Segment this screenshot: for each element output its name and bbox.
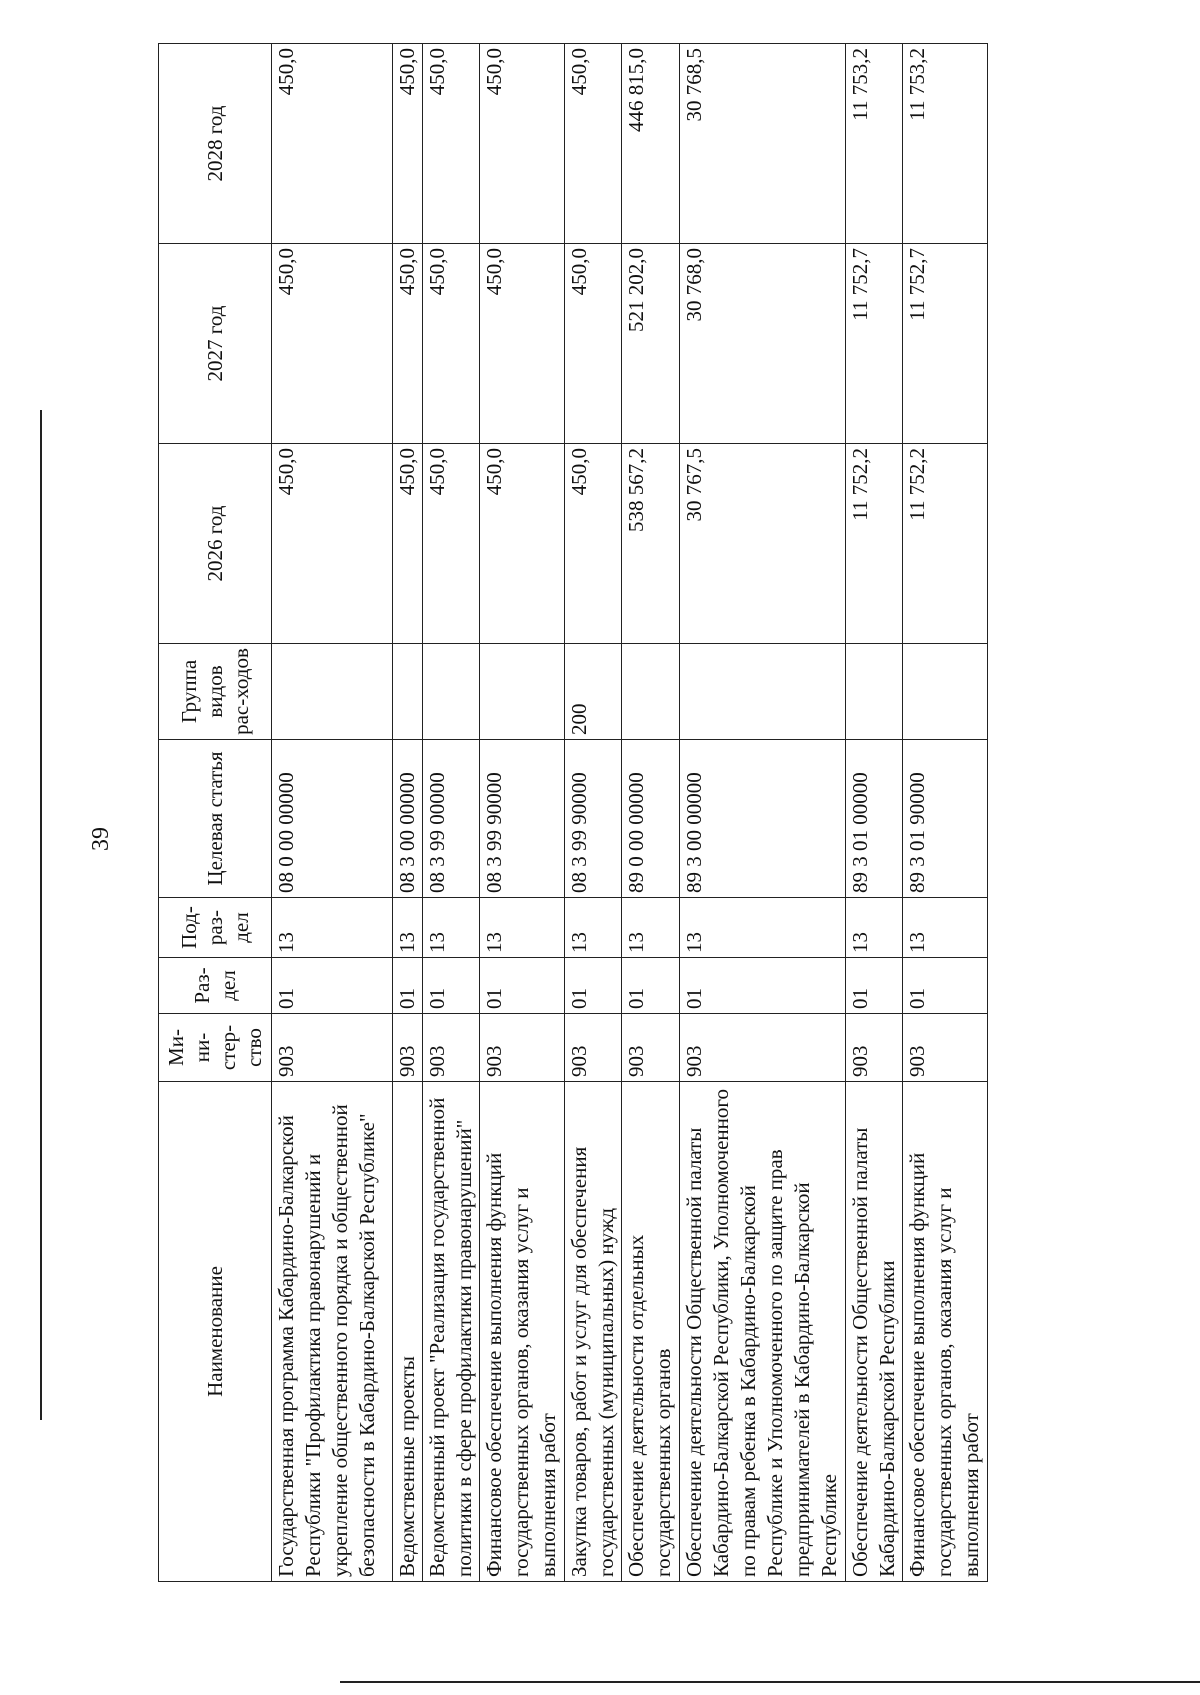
row-section: 01 bbox=[903, 958, 988, 1014]
row-name: Обеспечение деятельности Общественной палаты Кабардино-Балкарской Республики bbox=[845, 1082, 902, 1582]
row-target-article: 89 3 01 90000 bbox=[903, 740, 988, 898]
row-value-2026: 450,0 bbox=[565, 444, 622, 644]
row-section: 01 bbox=[679, 958, 845, 1014]
row-ministry: 903 bbox=[565, 1014, 622, 1082]
row-value-2027: 11 752,7 bbox=[845, 244, 902, 444]
row-name: Финансовое обеспечение выполнения функций государственных органов, оказания услуг и выполнения работ bbox=[480, 1082, 565, 1582]
row-target-article: 89 3 01 00000 bbox=[845, 740, 902, 898]
row-subsection: 13 bbox=[565, 898, 622, 958]
row-ministry: 903 bbox=[392, 1014, 422, 1082]
table-row bbox=[622, 44, 679, 1582]
header-year-2027: 2027 год bbox=[159, 244, 272, 444]
table-row bbox=[903, 44, 988, 1582]
row-expense-group bbox=[679, 644, 845, 740]
table-row bbox=[845, 44, 902, 1582]
row-ministry: 903 bbox=[679, 1014, 845, 1082]
row-name: Государственная программа Кабардино-Балкарской Республики "Профилактика правонарушений и укрепление общественного порядка и общественной безопасности в Кабардино-Балкарской Республике" bbox=[272, 1082, 393, 1582]
row-ministry: 903 bbox=[272, 1014, 393, 1082]
row-expense-group: 200 bbox=[565, 644, 622, 740]
row-value-2028: 11 753,2 bbox=[903, 44, 988, 244]
row-target-article: 08 3 99 00000 bbox=[423, 740, 480, 898]
row-value-2027: 450,0 bbox=[480, 244, 565, 444]
rotated-page-content bbox=[158, 44, 988, 1582]
table-row bbox=[423, 44, 480, 1582]
row-expense-group bbox=[903, 644, 988, 740]
row-name: Обеспечение деятельности отдельных государственных органов bbox=[622, 1082, 679, 1582]
row-section: 01 bbox=[565, 958, 622, 1014]
header-target-article: Целевая статья bbox=[159, 740, 272, 898]
page-number: 39 bbox=[88, 827, 114, 851]
row-subsection: 13 bbox=[392, 898, 422, 958]
row-target-article: 08 3 00 00000 bbox=[392, 740, 422, 898]
row-name: Ведомственный проект "Реализация государственной политики в сфере профилактики правонарушений" bbox=[423, 1082, 480, 1582]
row-section: 01 bbox=[622, 958, 679, 1014]
row-value-2027: 450,0 bbox=[423, 244, 480, 444]
row-value-2028: 30 768,5 bbox=[679, 44, 845, 244]
row-value-2027: 450,0 bbox=[392, 244, 422, 444]
budget-table bbox=[158, 43, 988, 1582]
row-value-2027: 30 768,0 bbox=[679, 244, 845, 444]
row-target-article: 89 0 00 00000 bbox=[622, 740, 679, 898]
row-value-2028: 450,0 bbox=[565, 44, 622, 244]
table-row bbox=[565, 44, 622, 1582]
row-value-2028: 11 753,2 bbox=[845, 44, 902, 244]
row-value-2026: 450,0 bbox=[272, 444, 393, 644]
row-target-article: 89 3 00 00000 bbox=[679, 740, 845, 898]
row-value-2026: 450,0 bbox=[480, 444, 565, 644]
table-row bbox=[392, 44, 422, 1582]
row-expense-group bbox=[272, 644, 393, 740]
row-subsection: 13 bbox=[423, 898, 480, 958]
header-name: Наименование bbox=[159, 1082, 272, 1582]
row-ministry: 903 bbox=[423, 1014, 480, 1082]
header-section: Раз-дел bbox=[159, 958, 272, 1014]
header-expense-group: Группа видов рас-ходов bbox=[159, 644, 272, 740]
table-header-row bbox=[159, 44, 272, 1582]
table-row bbox=[480, 44, 565, 1582]
header-year-2028: 2028 год bbox=[159, 44, 272, 244]
row-value-2028: 446 815,0 bbox=[622, 44, 679, 244]
row-expense-group bbox=[392, 644, 422, 740]
row-subsection: 13 bbox=[480, 898, 565, 958]
row-value-2028: 450,0 bbox=[272, 44, 393, 244]
row-value-2027: 11 752,7 bbox=[903, 244, 988, 444]
header-ministry: Ми-ни-стер-ство bbox=[159, 1014, 272, 1082]
row-target-article: 08 0 00 00000 bbox=[272, 740, 393, 898]
scan-edge-line-bottom bbox=[340, 1681, 1200, 1683]
row-section: 01 bbox=[392, 958, 422, 1014]
table-row bbox=[272, 44, 393, 1582]
row-ministry: 903 bbox=[480, 1014, 565, 1082]
table-row bbox=[679, 44, 845, 1582]
row-target-article: 08 3 99 90000 bbox=[480, 740, 565, 898]
row-value-2028: 450,0 bbox=[480, 44, 565, 244]
row-value-2026: 450,0 bbox=[423, 444, 480, 644]
row-name: Ведомственные проекты bbox=[392, 1082, 422, 1582]
row-subsection: 13 bbox=[622, 898, 679, 958]
row-name: Обеспечение деятельности Общественной палаты Кабардино-Балкарской Республики, Уполномоченного по правам ребенка в Кабардино-Балкарской Республике и Уполномоченного по защите прав предпринимателей в Кабардино-Балкарской Республике bbox=[679, 1082, 845, 1582]
row-value-2027: 450,0 bbox=[272, 244, 393, 444]
row-value-2028: 450,0 bbox=[392, 44, 422, 244]
row-subsection: 13 bbox=[679, 898, 845, 958]
row-section: 01 bbox=[272, 958, 393, 1014]
row-value-2026: 538 567,2 bbox=[622, 444, 679, 644]
row-value-2028: 450,0 bbox=[423, 44, 480, 244]
row-target-article: 08 3 99 90000 bbox=[565, 740, 622, 898]
row-value-2026: 11 752,2 bbox=[845, 444, 902, 644]
header-year-2026: 2026 год bbox=[159, 444, 272, 644]
row-subsection: 13 bbox=[272, 898, 393, 958]
row-name: Финансовое обеспечение выполнения функций государственных органов, оказания услуг и выполнения работ bbox=[903, 1082, 988, 1582]
row-subsection: 13 bbox=[903, 898, 988, 958]
row-expense-group bbox=[480, 644, 565, 740]
row-value-2026: 11 752,2 bbox=[903, 444, 988, 644]
row-ministry: 903 bbox=[845, 1014, 902, 1082]
row-ministry: 903 bbox=[903, 1014, 988, 1082]
row-expense-group bbox=[622, 644, 679, 740]
row-value-2026: 450,0 bbox=[392, 444, 422, 644]
header-subsection: Под-раз-дел bbox=[159, 898, 272, 958]
row-value-2026: 30 767,5 bbox=[679, 444, 845, 644]
row-section: 01 bbox=[423, 958, 480, 1014]
row-value-2027: 521 202,0 bbox=[622, 244, 679, 444]
row-section: 01 bbox=[845, 958, 902, 1014]
row-value-2027: 450,0 bbox=[565, 244, 622, 444]
row-section: 01 bbox=[480, 958, 565, 1014]
row-name: Закупка товаров, работ и услуг для обеспечения государственных (муниципальных) нужд bbox=[565, 1082, 622, 1582]
row-subsection: 13 bbox=[845, 898, 902, 958]
scan-edge-line-left bbox=[40, 410, 42, 1420]
row-expense-group bbox=[423, 644, 480, 740]
row-ministry: 903 bbox=[622, 1014, 679, 1082]
row-expense-group bbox=[845, 644, 902, 740]
